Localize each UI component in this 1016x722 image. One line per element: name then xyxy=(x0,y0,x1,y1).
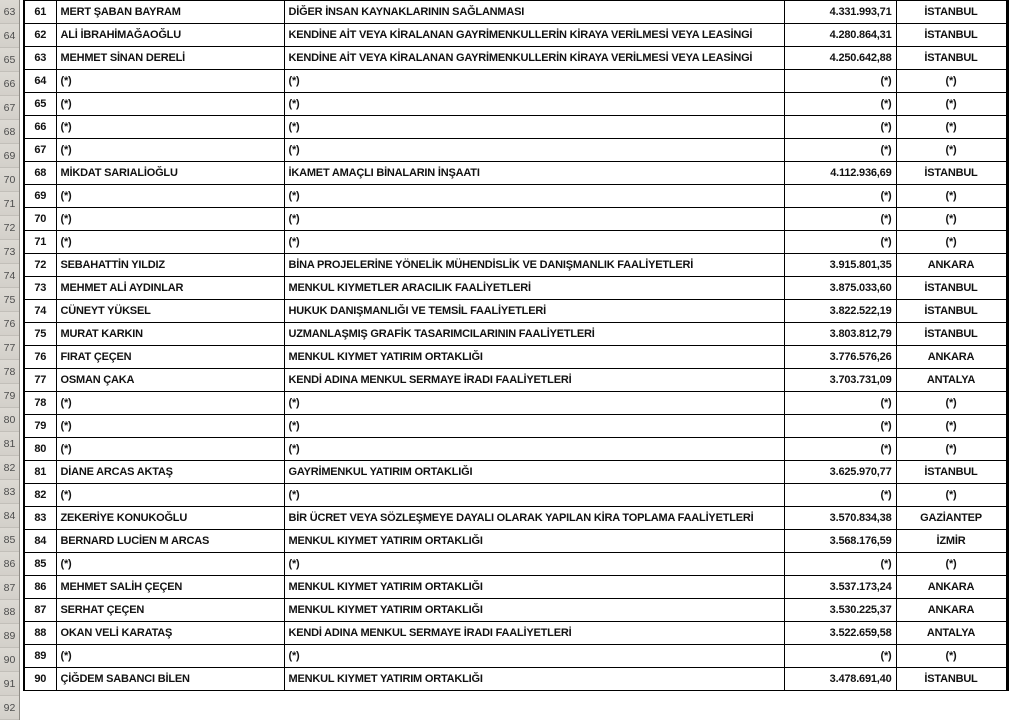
amount-cell[interactable]: 4.331.993,71 xyxy=(784,1,896,24)
table-row xyxy=(24,622,1007,645)
row-header-cell[interactable]: 84 xyxy=(0,504,19,528)
table-row xyxy=(24,438,1007,461)
city-cell[interactable]: İSTANBUL xyxy=(896,162,1007,185)
city-cell[interactable]: (*) xyxy=(896,70,1007,93)
name-cell[interactable]: (*) xyxy=(56,484,284,507)
activity-cell[interactable]: MENKUL KIYMET YATIRIM ORTAKLIĞI xyxy=(284,530,784,553)
amount-cell[interactable]: (*) xyxy=(784,415,896,438)
amount-cell[interactable]: 3.875.033,60 xyxy=(784,277,896,300)
activity-cell[interactable]: (*) xyxy=(284,231,784,254)
amount-cell[interactable]: 3.776.576,26 xyxy=(784,346,896,369)
name-cell[interactable]: MURAT KARKIN xyxy=(56,323,284,346)
city-cell[interactable]: GAZİANTEP xyxy=(896,507,1007,530)
activity-cell[interactable]: (*) xyxy=(284,70,784,93)
rank-cell[interactable]: 77 xyxy=(24,369,56,392)
rank-cell[interactable]: 72 xyxy=(24,254,56,277)
name-cell[interactable]: CÜNEYT YÜKSEL xyxy=(56,300,284,323)
rank-cell[interactable]: 69 xyxy=(24,185,56,208)
activity-cell[interactable]: (*) xyxy=(284,116,784,139)
rank-cell[interactable]: 63 xyxy=(24,47,56,70)
amount-cell[interactable]: 3.570.834,38 xyxy=(784,507,896,530)
amount-cell[interactable]: (*) xyxy=(784,93,896,116)
activity-cell[interactable]: (*) xyxy=(284,208,784,231)
table-row xyxy=(24,323,1007,346)
activity-cell[interactable]: (*) xyxy=(284,392,784,415)
rank-cell[interactable]: 64 xyxy=(24,70,56,93)
activity-cell[interactable]: UZMANLAŞMIŞ GRAFİK TASARIMCILARININ FAALİYETLERİ xyxy=(284,323,784,346)
amount-cell[interactable]: (*) xyxy=(784,231,896,254)
city-cell[interactable]: ANKARA xyxy=(896,576,1007,599)
table-row xyxy=(24,530,1007,553)
name-cell[interactable]: (*) xyxy=(56,438,284,461)
row-header-cell[interactable]: 80 xyxy=(0,408,19,432)
amount-cell[interactable]: 3.822.522,19 xyxy=(784,300,896,323)
row-header-cell[interactable]: 64 xyxy=(0,24,19,48)
amount-cell[interactable]: (*) xyxy=(784,116,896,139)
table-row xyxy=(24,47,1007,70)
city-cell[interactable]: (*) xyxy=(896,484,1007,507)
amount-cell[interactable]: 3.625.970,77 xyxy=(784,461,896,484)
city-cell[interactable]: (*) xyxy=(896,208,1007,231)
row-header-cell[interactable]: 71 xyxy=(0,192,19,216)
amount-cell[interactable]: (*) xyxy=(784,392,896,415)
table-row xyxy=(24,254,1007,277)
name-cell[interactable]: FIRAT ÇEÇEN xyxy=(56,346,284,369)
activity-cell[interactable]: (*) xyxy=(284,553,784,576)
activity-cell[interactable]: (*) xyxy=(284,139,784,162)
row-header-cell[interactable]: 73 xyxy=(0,240,19,264)
table-row xyxy=(24,369,1007,392)
table-row xyxy=(24,645,1007,668)
row-header-cell[interactable]: 77 xyxy=(0,336,19,360)
row-header-cell[interactable]: 69 xyxy=(0,144,19,168)
table-row xyxy=(24,599,1007,622)
activity-cell[interactable]: BİNA PROJELERİNE YÖNELİK MÜHENDİSLİK VE DANIŞMANLIK FAALİYETLERİ xyxy=(284,254,784,277)
row-header-cell[interactable]: 90 xyxy=(0,648,19,672)
name-cell[interactable]: (*) xyxy=(56,553,284,576)
city-cell[interactable]: İSTANBUL xyxy=(896,47,1007,70)
city-cell[interactable]: (*) xyxy=(896,553,1007,576)
name-cell[interactable]: ZEKERİYE KONUKOĞLU xyxy=(56,507,284,530)
amount-cell[interactable]: 4.250.642,88 xyxy=(784,47,896,70)
amount-cell[interactable]: (*) xyxy=(784,139,896,162)
row-header-cell[interactable]: 66 xyxy=(0,72,19,96)
rank-cell[interactable]: 89 xyxy=(24,645,56,668)
rank-cell[interactable]: 88 xyxy=(24,622,56,645)
city-cell[interactable]: (*) xyxy=(896,392,1007,415)
name-cell[interactable]: MEHMET SALİH ÇEÇEN xyxy=(56,576,284,599)
amount-cell[interactable]: (*) xyxy=(784,185,896,208)
city-cell[interactable]: (*) xyxy=(896,139,1007,162)
city-cell[interactable]: İSTANBUL xyxy=(896,461,1007,484)
name-cell[interactable]: (*) xyxy=(56,231,284,254)
row-header-cell[interactable]: 91 xyxy=(0,672,19,696)
name-cell[interactable]: (*) xyxy=(56,139,284,162)
amount-cell[interactable]: 3.537.173,24 xyxy=(784,576,896,599)
name-cell[interactable]: OSMAN ÇAKA xyxy=(56,369,284,392)
activity-cell[interactable]: (*) xyxy=(284,645,784,668)
name-cell[interactable]: MİKDAT SARIALİOĞLU xyxy=(56,162,284,185)
amount-cell[interactable]: 3.478.691,40 xyxy=(784,668,896,691)
rank-cell[interactable]: 87 xyxy=(24,599,56,622)
name-cell[interactable]: (*) xyxy=(56,645,284,668)
activity-cell[interactable]: MENKUL KIYMET YATIRIM ORTAKLIĞI xyxy=(284,668,784,691)
rank-cell[interactable]: 65 xyxy=(24,93,56,116)
name-cell[interactable]: SEBAHATTİN YILDIZ xyxy=(56,254,284,277)
city-cell[interactable]: ANTALYA xyxy=(896,622,1007,645)
row-header-cell[interactable]: 88 xyxy=(0,600,19,624)
activity-cell[interactable]: KENDİ ADINA MENKUL SERMAYE İRADI FAALİYETLERİ xyxy=(284,369,784,392)
rank-cell[interactable]: 68 xyxy=(24,162,56,185)
row-header-cell[interactable]: 87 xyxy=(0,576,19,600)
name-cell[interactable]: (*) xyxy=(56,93,284,116)
rank-cell[interactable]: 67 xyxy=(24,139,56,162)
table-row xyxy=(24,576,1007,599)
city-cell[interactable]: ANKARA xyxy=(896,346,1007,369)
activity-cell[interactable]: MENKUL KIYMETLER ARACILIK FAALİYETLERİ xyxy=(284,277,784,300)
table-row xyxy=(24,668,1007,691)
rank-cell[interactable]: 66 xyxy=(24,116,56,139)
name-cell[interactable]: (*) xyxy=(56,415,284,438)
rank-cell[interactable]: 76 xyxy=(24,346,56,369)
city-cell[interactable]: İSTANBUL xyxy=(896,668,1007,691)
amount-cell[interactable]: 3.803.812,79 xyxy=(784,323,896,346)
amount-cell[interactable]: 3.530.225,37 xyxy=(784,599,896,622)
table-row xyxy=(24,139,1007,162)
city-cell[interactable]: (*) xyxy=(896,185,1007,208)
city-cell[interactable]: İSTANBUL xyxy=(896,24,1007,47)
table-row xyxy=(24,415,1007,438)
amount-cell[interactable]: (*) xyxy=(784,484,896,507)
activity-cell[interactable]: DİĞER İNSAN KAYNAKLARININ SAĞLANMASI xyxy=(284,1,784,24)
activity-cell[interactable]: BİR ÜCRET VEYA SÖZLEŞMEYE DAYALI OLARAK YAPILAN KİRA TOPLAMA FAALİYETLERİ xyxy=(284,507,784,530)
rank-cell[interactable]: 73 xyxy=(24,277,56,300)
amount-cell[interactable]: 4.112.936,69 xyxy=(784,162,896,185)
city-cell[interactable]: İSTANBUL xyxy=(896,323,1007,346)
rank-cell[interactable]: 81 xyxy=(24,461,56,484)
name-cell[interactable]: (*) xyxy=(56,70,284,93)
amount-cell[interactable]: 4.280.864,31 xyxy=(784,24,896,47)
activity-cell[interactable]: KENDİNE AİT VEYA KİRALANAN GAYRİMENKULLERİN KİRAYA VERİLMESİ VEYA LEASİNGİ xyxy=(284,47,784,70)
amount-cell[interactable]: (*) xyxy=(784,553,896,576)
name-cell[interactable]: (*) xyxy=(56,392,284,415)
activity-cell[interactable]: (*) xyxy=(284,438,784,461)
rank-cell[interactable]: 85 xyxy=(24,553,56,576)
row-header-cell[interactable]: 86 xyxy=(0,552,19,576)
name-cell[interactable]: MERT ŞABAN BAYRAM xyxy=(56,1,284,24)
rank-cell[interactable]: 74 xyxy=(24,300,56,323)
name-cell[interactable]: ÇİĞDEM SABANCI BİLEN xyxy=(56,668,284,691)
amount-cell[interactable]: 3.703.731,09 xyxy=(784,369,896,392)
city-cell[interactable]: (*) xyxy=(896,116,1007,139)
city-cell[interactable]: İSTANBUL xyxy=(896,300,1007,323)
city-cell[interactable]: İZMİR xyxy=(896,530,1007,553)
table-row xyxy=(24,70,1007,93)
rank-cell[interactable]: 79 xyxy=(24,415,56,438)
table-row xyxy=(24,185,1007,208)
table-row xyxy=(24,484,1007,507)
name-cell[interactable]: SERHAT ÇEÇEN xyxy=(56,599,284,622)
activity-cell[interactable]: (*) xyxy=(284,93,784,116)
rank-cell[interactable]: 82 xyxy=(24,484,56,507)
name-cell[interactable]: MEHMET ALİ AYDINLAR xyxy=(56,277,284,300)
name-cell[interactable]: ALİ İBRAHİMAĞAOĞLU xyxy=(56,24,284,47)
table-row xyxy=(24,93,1007,116)
table-row xyxy=(24,461,1007,484)
rank-cell[interactable]: 78 xyxy=(24,392,56,415)
name-cell[interactable]: (*) xyxy=(56,116,284,139)
city-cell[interactable]: ANTALYA xyxy=(896,369,1007,392)
rank-cell[interactable]: 86 xyxy=(24,576,56,599)
city-cell[interactable]: (*) xyxy=(896,438,1007,461)
row-header-column xyxy=(0,0,20,720)
table-row xyxy=(24,162,1007,185)
rank-cell[interactable]: 75 xyxy=(24,323,56,346)
table-row xyxy=(24,116,1007,139)
row-header-cell[interactable]: 74 xyxy=(0,264,19,288)
city-cell[interactable]: (*) xyxy=(896,231,1007,254)
rank-cell[interactable]: 90 xyxy=(24,668,56,691)
city-cell[interactable]: (*) xyxy=(896,93,1007,116)
table-row xyxy=(24,553,1007,576)
table-row xyxy=(24,24,1007,47)
row-header-cell[interactable]: 81 xyxy=(0,432,19,456)
amount-cell[interactable]: (*) xyxy=(784,438,896,461)
name-cell[interactable]: DİANE ARCAS AKTAŞ xyxy=(56,461,284,484)
rank-cell[interactable]: 83 xyxy=(24,507,56,530)
row-header-cell[interactable]: 92 xyxy=(0,696,19,720)
activity-cell[interactable]: (*) xyxy=(284,185,784,208)
city-cell[interactable]: (*) xyxy=(896,645,1007,668)
name-cell[interactable]: (*) xyxy=(56,208,284,231)
activity-cell[interactable]: GAYRİMENKUL YATIRIM ORTAKLIĞI xyxy=(284,461,784,484)
name-cell[interactable]: BERNARD LUCİEN M ARCAS xyxy=(56,530,284,553)
row-header-cell[interactable]: 85 xyxy=(0,528,19,552)
rank-cell[interactable]: 70 xyxy=(24,208,56,231)
activity-cell[interactable]: (*) xyxy=(284,415,784,438)
taxpayer-table xyxy=(23,0,1009,691)
activity-cell[interactable]: MENKUL KIYMET YATIRIM ORTAKLIĞI xyxy=(284,346,784,369)
city-cell[interactable]: (*) xyxy=(896,415,1007,438)
amount-cell[interactable]: (*) xyxy=(784,70,896,93)
row-header-cell[interactable]: 89 xyxy=(0,624,19,648)
row-header-cell[interactable]: 83 xyxy=(0,480,19,504)
activity-cell[interactable]: HUKUK DANIŞMANLIĞI VE TEMSİL FAALİYETLERİ xyxy=(284,300,784,323)
table-row xyxy=(24,346,1007,369)
row-header-cell[interactable]: 67 xyxy=(0,96,19,120)
rank-cell[interactable]: 71 xyxy=(24,231,56,254)
amount-cell[interactable]: 3.522.659,58 xyxy=(784,622,896,645)
activity-cell[interactable]: KENDİ ADINA MENKUL SERMAYE İRADI FAALİYETLERİ xyxy=(284,622,784,645)
taxpayer-table-body xyxy=(24,1,1007,691)
activity-cell[interactable]: KENDİNE AİT VEYA KİRALANAN GAYRİMENKULLERİN KİRAYA VERİLMESİ VEYA LEASİNGİ xyxy=(284,24,784,47)
rank-cell[interactable]: 62 xyxy=(24,24,56,47)
activity-cell[interactable]: İKAMET AMAÇLI BİNALARIN İNŞAATI xyxy=(284,162,784,185)
table-row xyxy=(24,300,1007,323)
amount-cell[interactable]: 3.915.801,35 xyxy=(784,254,896,277)
table-row xyxy=(24,277,1007,300)
rank-cell[interactable]: 80 xyxy=(24,438,56,461)
row-header-cell[interactable]: 63 xyxy=(0,0,19,24)
activity-cell[interactable]: (*) xyxy=(284,484,784,507)
row-header-cell[interactable]: 78 xyxy=(0,360,19,384)
rank-cell[interactable]: 84 xyxy=(24,530,56,553)
activity-cell[interactable]: MENKUL KIYMET YATIRIM ORTAKLIĞI xyxy=(284,599,784,622)
table-row xyxy=(24,231,1007,254)
name-cell[interactable]: OKAN VELİ KARATAŞ xyxy=(56,622,284,645)
city-cell[interactable]: ANKARA xyxy=(896,599,1007,622)
city-cell[interactable]: İSTANBUL xyxy=(896,1,1007,24)
table-row xyxy=(24,208,1007,231)
row-header-cell[interactable]: 68 xyxy=(0,120,19,144)
row-header-cell[interactable]: 79 xyxy=(0,384,19,408)
rank-cell[interactable]: 61 xyxy=(24,1,56,24)
table-row xyxy=(24,507,1007,530)
table-row xyxy=(24,1,1007,24)
amount-cell[interactable]: (*) xyxy=(784,645,896,668)
name-cell[interactable]: (*) xyxy=(56,185,284,208)
activity-cell[interactable]: MENKUL KIYMET YATIRIM ORTAKLIĞI xyxy=(284,576,784,599)
city-cell[interactable]: İSTANBUL xyxy=(896,277,1007,300)
amount-cell[interactable]: 3.568.176,59 xyxy=(784,530,896,553)
row-header-cell[interactable]: 76 xyxy=(0,312,19,336)
name-cell[interactable]: MEHMET SİNAN DERELİ xyxy=(56,47,284,70)
row-header-cell[interactable]: 70 xyxy=(0,168,19,192)
amount-cell[interactable]: (*) xyxy=(784,208,896,231)
row-header-cell[interactable]: 75 xyxy=(0,288,19,312)
row-header-cell[interactable]: 65 xyxy=(0,48,19,72)
row-header-cell[interactable]: 72 xyxy=(0,216,19,240)
table-row xyxy=(24,392,1007,415)
city-cell[interactable]: ANKARA xyxy=(896,254,1007,277)
row-header-cell[interactable]: 82 xyxy=(0,456,19,480)
